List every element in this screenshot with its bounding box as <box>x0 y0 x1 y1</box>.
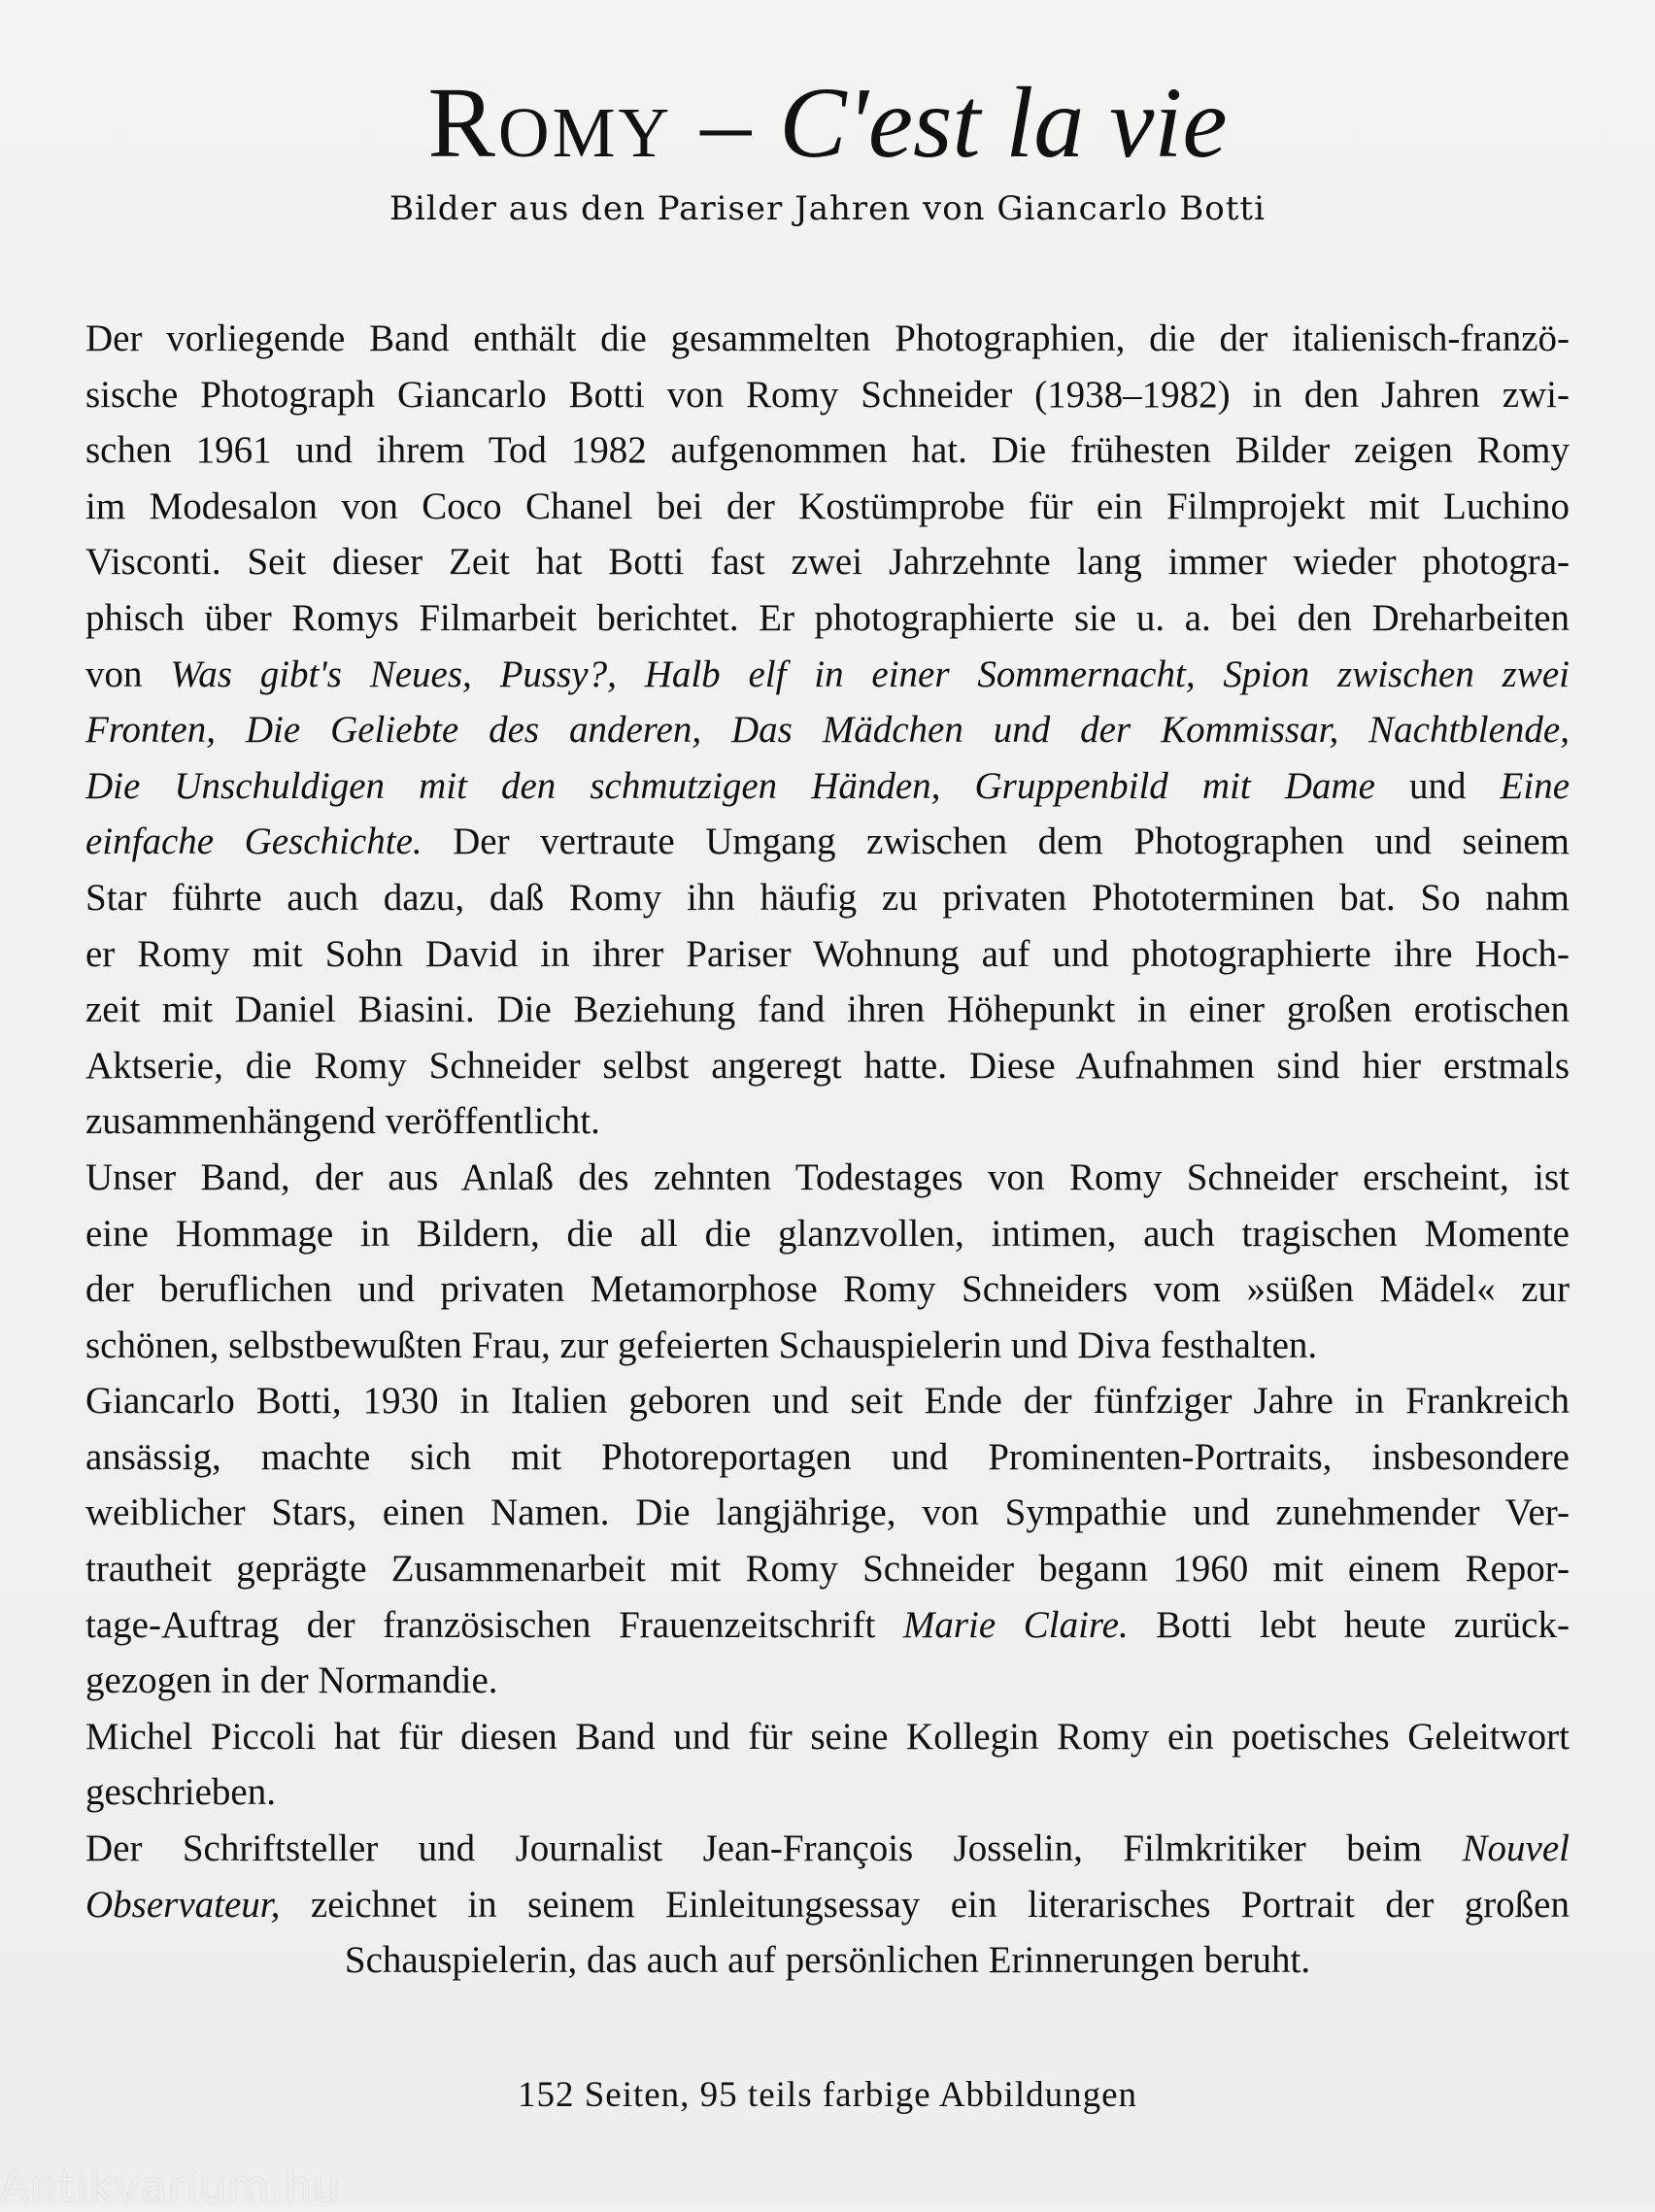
text-segment: sische Photograph Giancarlo Botti von Romy Schneider (1938–1982) in den Jahren zwi- <box>85 373 1570 416</box>
title-subtitle-italic: C'est la vie <box>779 67 1228 179</box>
text-line <box>85 926 1570 983</box>
book-title <box>0 60 1655 186</box>
text-line <box>85 982 1570 1038</box>
text-line <box>85 1093 1570 1150</box>
text-segment: Der vorliegende Band enthält die gesammelten Photographien, die der italienisch-franzö- <box>85 318 1570 359</box>
text-line <box>85 1877 1570 1933</box>
text-line <box>85 1709 1570 1765</box>
title-name: Romy – <box>427 67 755 179</box>
text-line <box>85 1932 1570 1989</box>
text-line <box>85 702 1570 758</box>
text-segment: und <box>1374 764 1501 807</box>
text-line <box>85 870 1570 926</box>
text-line <box>85 1261 1570 1318</box>
text-segment: Schauspielerin, das auch auf persönlichen Erinnerungen beruht. <box>344 1939 1311 1982</box>
text-segment: gezogen in der Normandie. <box>85 1659 498 1702</box>
text-line <box>85 1541 1570 1597</box>
text-segment: weiblicher Stars, einen Namen. Die langjährige, von Sympathie und zunehmender Ver- <box>85 1491 1570 1534</box>
text-line <box>85 534 1570 590</box>
text-segment: Visconti. Seit dieser Zeit hat Botti fast zwei Jahrzehnte lang immer wieder photogra- <box>85 541 1570 584</box>
text-line <box>85 814 1570 870</box>
text-segment: der beruflichen und privaten Metamorphose Romy Schneiders vom »süßen Mädel« zur <box>85 1268 1570 1311</box>
text-line <box>85 1597 1570 1654</box>
italic-title-text: Nouvel <box>1462 1827 1570 1870</box>
book-subtitle: Bilder aus den Pariser Jahren von Giancarlo Botti <box>389 189 1266 228</box>
italic-title-text: Was gibt's Neues, Pussy?, Halb elf in einer Sommernacht, Spion zwischen zwei <box>170 653 1570 695</box>
text-line <box>85 1318 1570 1374</box>
text-segment: zusammenhängend veröffentlicht. <box>85 1100 600 1143</box>
italic-title-text: Die Unschuldigen mit den schmutzigen Händen, Gruppenbild mit Dame <box>85 764 1375 807</box>
text-segment: zeit mit Daniel Biasini. Die Beziehung fand ihren Höhepunkt in einer großen erotischen <box>85 989 1570 1031</box>
text-segment: phisch über Romys Filmarbeit berichtet. Er photographierte sie u. a. bei den Dreharbeiten <box>85 596 1570 639</box>
text-segment: Unser Band, der aus Anlaß des zehnten Todestages von Romy Schneider erscheint, ist <box>85 1156 1570 1198</box>
text-line <box>85 367 1570 423</box>
text-segment: trautheit geprägte Zusammenarbeit mit Romy Schneider begann 1960 mit einem Repor- <box>85 1548 1570 1591</box>
text-line <box>85 1653 1570 1709</box>
text-segment: eine Hommage in Bildern, die all die glanzvollen, intimen, auch tragischen Momente <box>85 1212 1570 1255</box>
watermark: Antikvarium.hu <box>0 2162 341 2212</box>
text-line <box>85 1206 1570 1262</box>
text-segment: schen 1961 und ihrem Tod 1982 aufgenommen hat. Die frühesten Bilder zeigen Romy <box>85 429 1570 472</box>
text-segment: geschrieben. <box>85 1771 276 1814</box>
text-line <box>85 1373 1570 1429</box>
text-segment: zeichnet in seinem Einleitungsessay ein literarisches Portrait der großen <box>280 1883 1570 1926</box>
text-line <box>85 758 1570 815</box>
text-segment: ansässig, machte sich mit Photoreportagen und Prominenten-Portraits, insbesondere <box>85 1435 1570 1478</box>
text-segment: von <box>85 653 171 695</box>
text-line <box>85 1150 1570 1206</box>
text-line <box>85 647 1570 703</box>
text-segment: tage-Auftrag der französischen Frauenzeitschrift <box>85 1603 903 1646</box>
text-segment: er Romy mit Sohn David in ihrer Pariser Wohnung auf und photographierte ihre Hoch- <box>85 932 1570 975</box>
text-line <box>85 1429 1570 1486</box>
italic-title-text: Eine <box>1500 764 1570 807</box>
text-segment: Der Schriftsteller und Journalist Jean-François Josselin, Filmkritiker beim <box>85 1827 1463 1870</box>
text-line <box>85 590 1570 647</box>
text-segment: Star führte auch dazu, daß Romy ihn häufig zu privaten Phototerminen bat. So nahm <box>85 876 1570 919</box>
text-line <box>85 422 1570 479</box>
text-segment: Giancarlo Botti, 1930 in Italien geboren und seit Ende der fünfziger Jahre in Frankreich <box>85 1380 1570 1423</box>
text-line <box>85 1485 1570 1541</box>
text-segment: Aktserie, die Romy Schneider selbst angeregt hatte. Diese Aufnahmen sind hier erstmals <box>85 1044 1570 1087</box>
text-segment: schönen, selbstbewußten Frau, zur gefeierten Schauspielerin und Diva festhalten. <box>85 1324 1318 1366</box>
text-segment: Botti lebt heute zurück- <box>1128 1603 1570 1646</box>
text-segment: im Modesalon von Coco Chanel bei der Kostümprobe für ein Filmprojekt mit Luchino <box>85 485 1570 527</box>
text-line <box>85 1821 1570 1877</box>
text-line <box>85 311 1570 367</box>
text-segment: Der vertraute Umgang zwischen dem Photographen und seinem <box>422 821 1570 863</box>
italic-title-text: einfache Geschichte. <box>85 821 422 863</box>
text-segment: Michel Piccoli hat für diesen Band und für seine Kollegin Romy ein poetisches Geleitwort <box>85 1715 1570 1758</box>
page-count-info: 152 Seiten, 95 teils farbige Abbildungen <box>517 2075 1138 2115</box>
text-line <box>85 479 1570 535</box>
italic-title-text: Fronten, Die Geliebte des anderen, Das Mädchen und der Kommissar, Nachtblende, <box>85 709 1570 752</box>
italic-title-text: Observateur, <box>85 1883 281 1926</box>
text-line <box>85 1764 1570 1821</box>
italic-title-text: Marie Claire. <box>902 1603 1129 1646</box>
text-line <box>85 1038 1570 1094</box>
blurb-text <box>85 311 1570 1989</box>
